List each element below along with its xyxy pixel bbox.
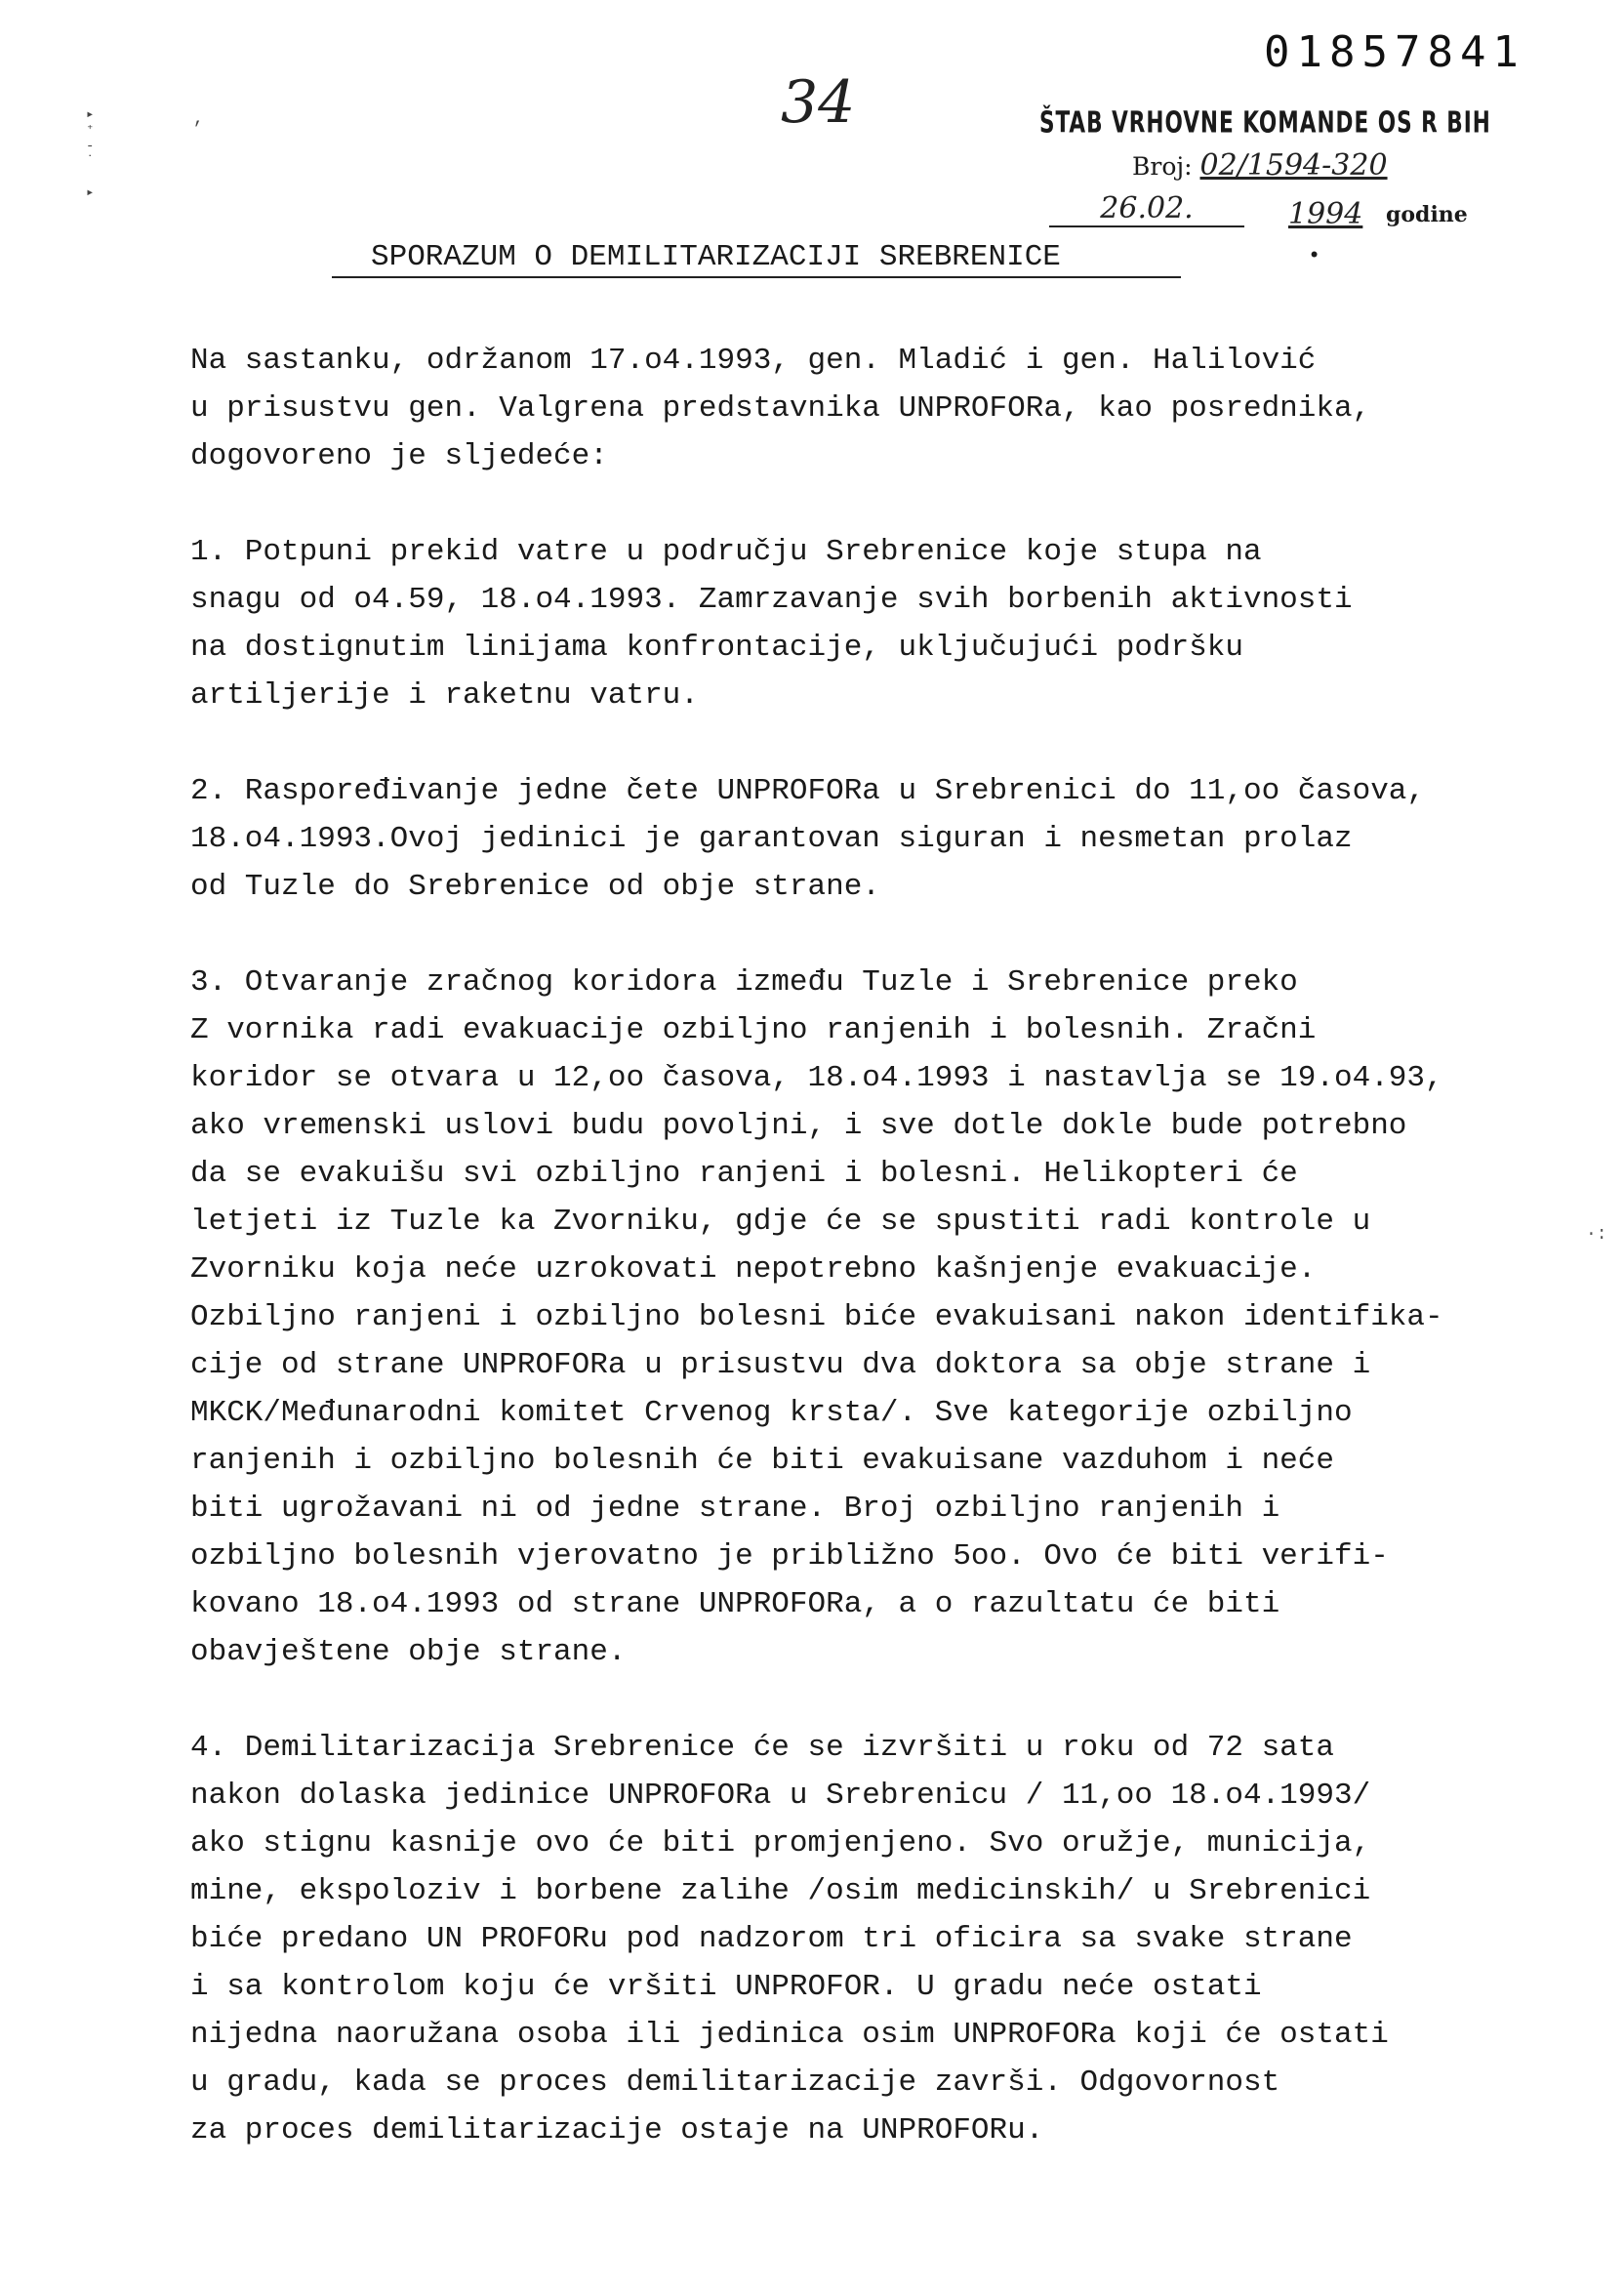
stamp-year — [1288, 197, 1362, 231]
text-line: kovano 18.o4.1993 od strane UNPROFORa, a o razultatu će biti — [190, 1587, 1280, 1621]
page-number-handwritten: 34 — [781, 68, 856, 137]
paragraph — [190, 1724, 1547, 2154]
text-line: 18.o4.1993.Ovoj jedinici je garantovan siguran i nesmetan prolaz — [190, 822, 1353, 856]
paragraph — [190, 337, 1547, 480]
ink-dot: • — [1308, 244, 1321, 268]
text-line: biće predano UN PROFORu pod nadzorom tri oficira sa svake strane — [190, 1922, 1353, 1956]
text-line: Z vornika radi evakuacije ozbiljno ranjenih i bolesnih. Zračni — [190, 1013, 1317, 1047]
scan-tick-mark: , — [193, 109, 204, 129]
text-line: cije od strane UNPROFORa u prisustvu dva doktora sa obje strane i — [190, 1348, 1371, 1382]
text-line: za proces demilitarizacije ostaje na UNPROFORu. — [190, 2113, 1044, 2148]
text-line: letjeti iz Tuzle ka Zvorniku, gdje će se spustiti radi kontrole u — [190, 1205, 1371, 1239]
stamp-year-value: 1994 — [1288, 197, 1363, 231]
text-line: Ozbiljno ranjeni i ozbiljno bolesni biće evakuisani nakon identifika- — [190, 1300, 1443, 1334]
text-line: ozbiljno bolesnih vjerovatno je približno 5oo. Ovo će biti verifi- — [190, 1539, 1389, 1574]
stamp-date: 26.02. — [1049, 191, 1244, 227]
text-line: ako stignu kasnije ovo će biti promjenjeno. Svo oružje, municija, — [190, 1826, 1371, 1861]
text-line: dogovoreno je sljedeće: — [190, 439, 608, 473]
text-line: koridor se otvara u 12,oo časova, 18.o4.1993 i nastavlja se 19.o4.93, — [190, 1061, 1443, 1095]
document-number: 01857841 — [1264, 27, 1525, 77]
text-line: Zvorniku koja neće uzrokovati nepotrebno kašnjenje evakuacije. — [190, 1252, 1317, 1287]
stamp-broj — [1132, 148, 1388, 183]
scan-side-mark: ·: — [1586, 1225, 1607, 1245]
text-line: 1. Potpuni prekid vatre u području Srebrenice koje stupa na — [190, 535, 1262, 569]
paragraph — [190, 959, 1547, 1676]
document-title: SPORAZUM O DEMILITARIZACIJI SREBRENICE — [332, 240, 1181, 278]
text-line: mine, ekspoloziv i borbene zalihe /osim medicinskih/ u Srebrenici — [190, 1874, 1371, 1908]
text-line: ranjenih i ozbiljno bolesnih će biti evakuisane vazduhom i neće — [190, 1444, 1334, 1478]
text-line: u gradu, kada se proces demilitarizacije završi. Odgovornost — [190, 2066, 1280, 2100]
text-line: 2. Raspoređivanje jedne čete UNPROFORa u Srebrenici do 11,oo časova, — [190, 774, 1426, 808]
document-body — [190, 337, 1547, 2202]
stamp-godine-label: godine — [1386, 202, 1468, 227]
text-line: biti ugrožavani ni od jedne strane. Broj ozbiljno ranjenih i — [190, 1492, 1280, 1526]
stamp-title: ŠTAB VRHOVNE KOMANDE OS R BIH — [1039, 105, 1491, 140]
text-line: nijedna naoružana osoba ili jedinica osim UNPROFORa koji će ostati — [190, 2018, 1389, 2052]
text-line: nakon dolaska jedinice UNPROFORa u Srebrenicu / 11,oo 18.o4.1993/ — [190, 1779, 1371, 1813]
text-line: 3. Otvaranje zračnog koridora između Tuzle i Srebrenice preko — [190, 965, 1298, 1000]
text-line: artiljerije i raketnu vatru. — [190, 678, 699, 713]
paragraph — [190, 767, 1547, 911]
text-line: obavještene obje strane. — [190, 1635, 627, 1669]
text-line: u prisustvu gen. Valgrena predstavnika UNPROFORa, kao posrednika, — [190, 391, 1371, 426]
text-line: snagu od o4.59, 18.o4.1993. Zamrzavanje svih borbenih aktivnosti — [190, 583, 1353, 617]
text-line: MKCK/Međunarodni komitet Crvenog krsta/. Sve kategorije ozbiljno — [190, 1396, 1353, 1430]
text-line: od Tuzle do Srebrenice od obje strane. — [190, 870, 880, 904]
text-line: 4. Demilitarizacija Srebrenice će se izvršiti u roku od 72 sata — [190, 1731, 1334, 1765]
text-line: ako vremenski uslovi budu povoljni, i sve dotle dokle bude potrebno — [190, 1109, 1407, 1143]
text-line: i sa kontrolom koju će vršiti UNPROFOR. U gradu neće ostati — [190, 1970, 1262, 2004]
stamp-broj-value: 02/1594-320 — [1199, 148, 1388, 183]
text-line: na dostignutim linijama konfrontacije, uključujući podršku — [190, 631, 1243, 665]
paragraph — [190, 528, 1547, 719]
scan-margin-marks: ▸ ⁺ - ˙ ▸ — [86, 107, 95, 201]
stamp-broj-label: Broj: — [1132, 152, 1193, 181]
text-line: Na sastanku, održanom 17.o4.1993, gen. Mladić i gen. Halilović — [190, 344, 1317, 378]
text-line: da se evakuišu svi ozbiljno ranjeni i bolesni. Helikopteri će — [190, 1157, 1298, 1191]
